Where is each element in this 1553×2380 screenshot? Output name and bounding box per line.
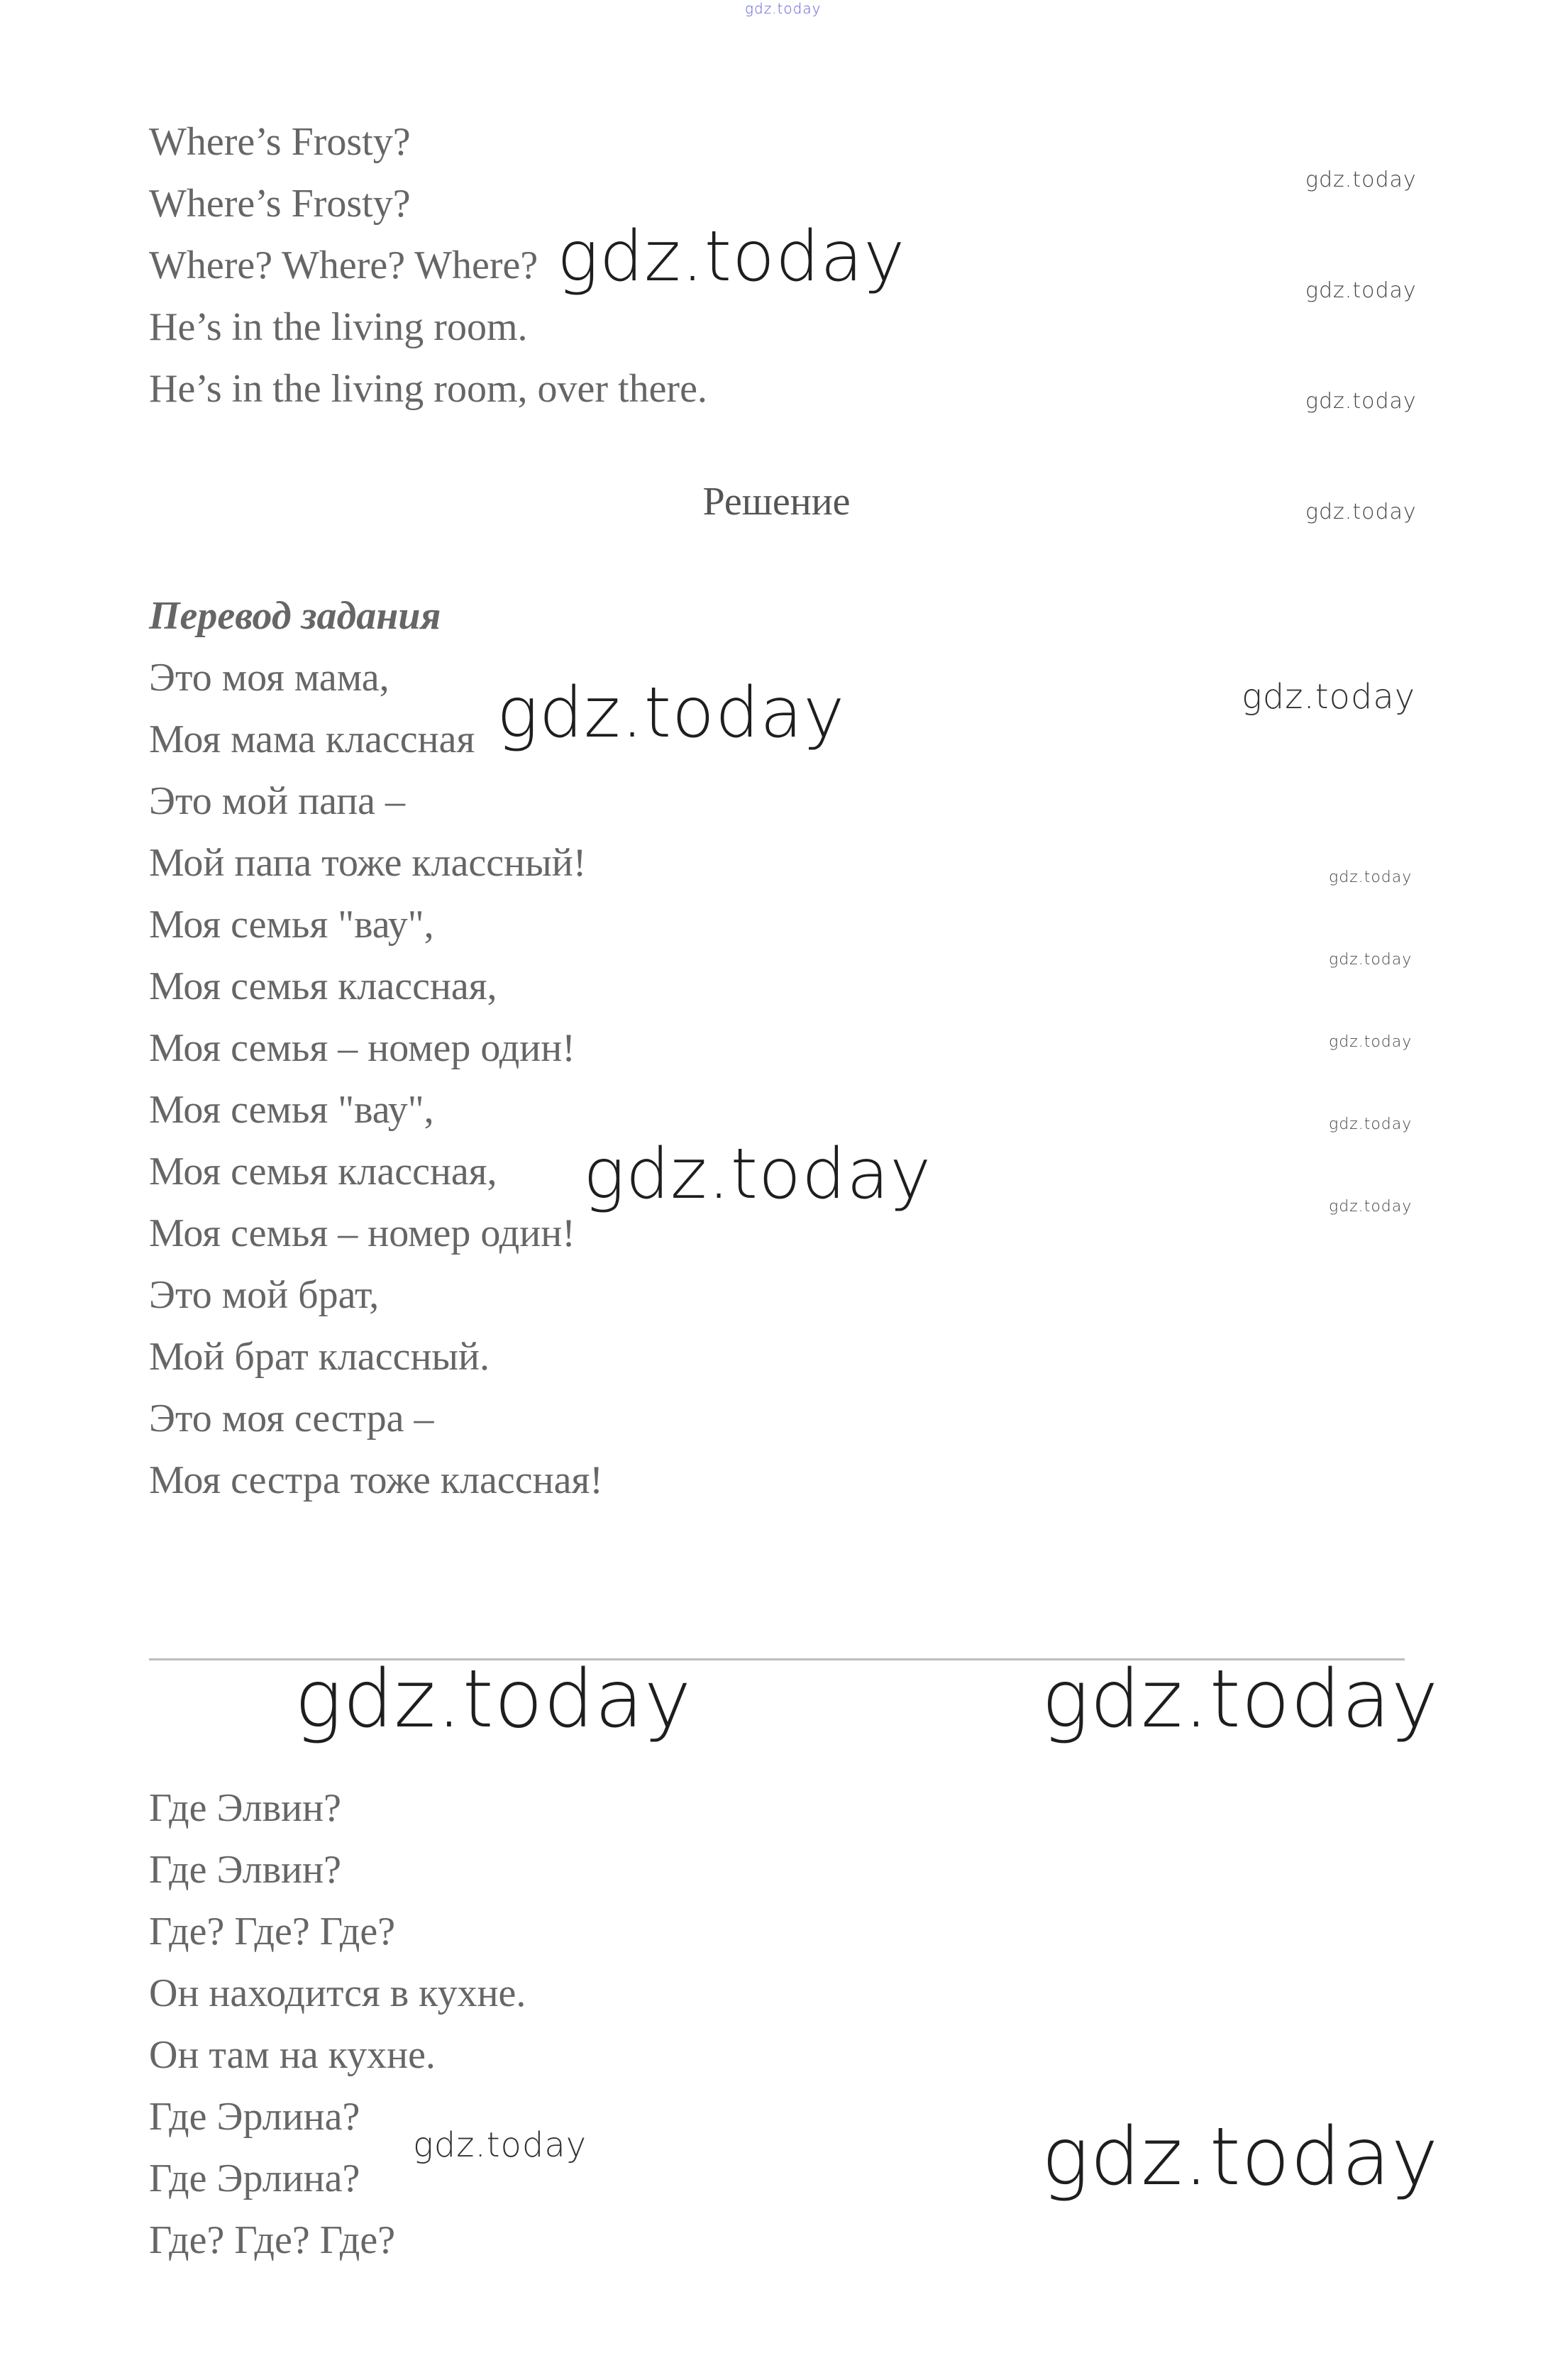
translation-heading: Перевод задания — [149, 594, 441, 638]
translation-line: Моя семья "вау", — [149, 903, 434, 947]
translation-line: Моя семья классная, — [149, 1150, 497, 1194]
poem-line: Where’s Frosty? — [149, 120, 411, 164]
translation-line: Мой брат классный. — [149, 1335, 490, 1379]
watermark: gdz.today — [294, 1653, 692, 1746]
watermark-top: gdz.today — [745, 0, 822, 17]
translation-line: Где Элвин? — [149, 1848, 341, 1892]
translation-line: Это мой папа – — [149, 779, 406, 823]
watermark: gdz.today — [1329, 1033, 1413, 1051]
translation-line: Мой папа тоже классный! — [149, 841, 587, 885]
translation-line: Моя семья "вау", — [149, 1088, 434, 1132]
watermark: gdz.today — [1305, 500, 1417, 524]
translation-line: Где? Где? Где? — [149, 2218, 396, 2262]
watermark: gdz.today — [1041, 1653, 1439, 1746]
watermark: gdz.today — [1329, 869, 1413, 886]
watermark: gdz.today — [1329, 1198, 1413, 1216]
watermark: gdz.today — [413, 2125, 587, 2165]
translation-line: Где Элвин? — [149, 1786, 341, 1830]
poem-line: Where? Where? Where? — [149, 243, 538, 287]
translation-line: Это моя мама, — [149, 656, 389, 700]
translation-line: Где Эрлина? — [149, 2095, 360, 2139]
translation-line: Моя семья – номер один! — [149, 1026, 575, 1070]
translation-line: Это моя сестра – — [149, 1396, 434, 1440]
poem-line: He’s in the living room. — [149, 305, 528, 349]
watermark: gdz.today — [1305, 278, 1417, 303]
watermark: gdz.today — [557, 216, 906, 297]
poem-line: Where’s Frosty? — [149, 182, 411, 226]
watermark: gdz.today — [1305, 167, 1417, 192]
translation-line: Это мой брат, — [149, 1273, 380, 1317]
watermark: gdz.today — [497, 673, 846, 754]
watermark: gdz.today — [1041, 2111, 1439, 2203]
solution-heading: Решение — [702, 480, 851, 524]
translation-line: Где? Где? Где? — [149, 1910, 396, 1954]
poem-line: He’s in the living room, over there. — [149, 367, 707, 411]
watermark: gdz.today — [1329, 951, 1413, 969]
translation-line: Моя семья классная, — [149, 964, 497, 1008]
translation-line: Он находится в кухне. — [149, 1971, 526, 2015]
translation-line: Где Эрлина? — [149, 2156, 360, 2200]
translation-line: Моя мама классная — [149, 717, 475, 761]
translation-line: Моя сестра тоже классная! — [149, 1458, 603, 1502]
watermark: gdz.today — [1329, 1115, 1413, 1133]
translation-line: Он там на кухне. — [149, 2033, 436, 2077]
translation-line: Моя семья – номер один! — [149, 1211, 575, 1255]
watermark: gdz.today — [583, 1134, 932, 1215]
watermark: gdz.today — [1305, 389, 1417, 414]
watermark: gdz.today — [1242, 677, 1416, 717]
